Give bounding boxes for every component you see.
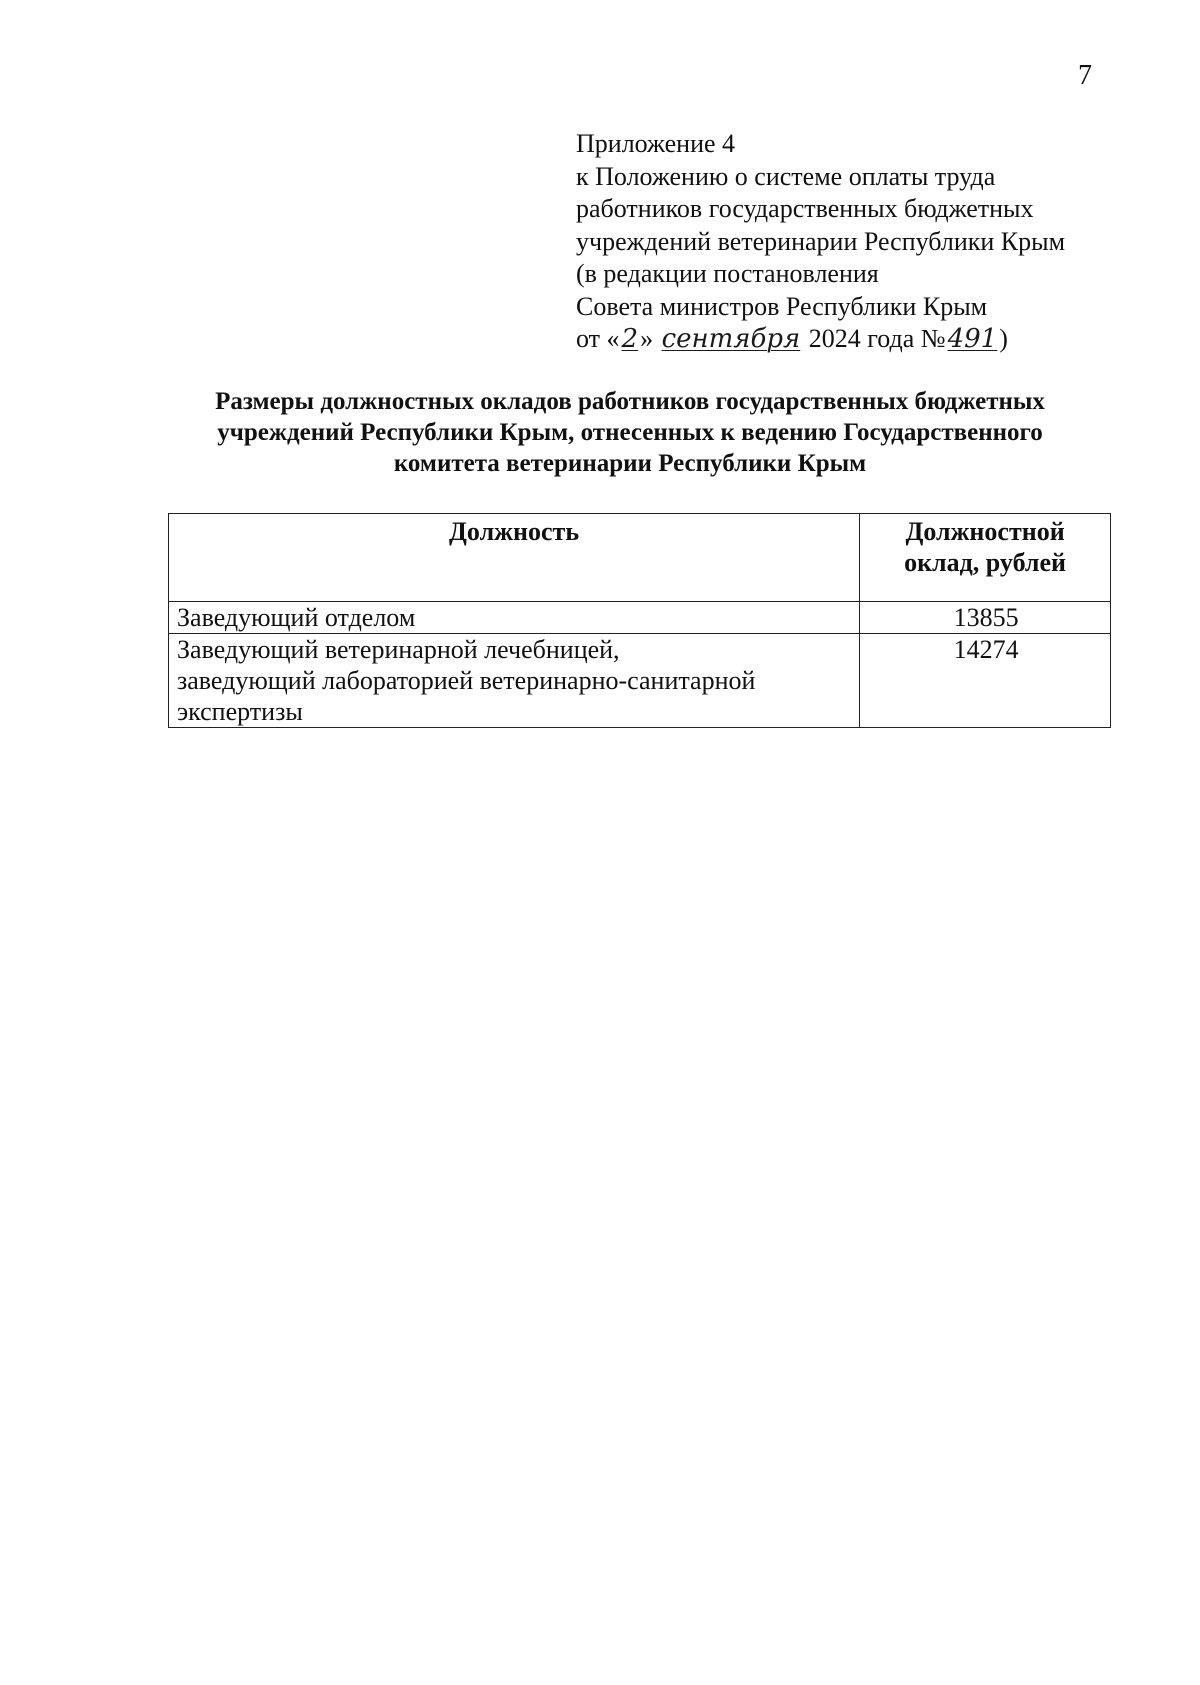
title-line: комитета ветеринарии Республики Крым (393, 450, 867, 477)
appendix-line: Приложение 4 (576, 129, 736, 158)
appendix-line: Совета министров Республики Крым (576, 291, 988, 321)
resolution-date-line (576, 323, 1065, 356)
salary-cell: 14274 (860, 634, 1111, 728)
year-text: 2024 года № (808, 324, 946, 353)
appendix-line: учреждений ветеринарии Республики Крым (576, 226, 1066, 256)
document-title (130, 386, 1130, 479)
page-number: 7 (1078, 60, 1092, 91)
position-line: экспертизы (177, 697, 303, 726)
position-line: Заведующий отделом (177, 603, 416, 632)
handwritten-month: сентября (661, 324, 801, 354)
position-line: заведующий лабораторией ветеринарно-санитарной (177, 666, 756, 695)
date-suffix: ) (999, 324, 1008, 353)
title-line: Размеры должностных окладов работников государственных бюджетных (215, 388, 1045, 415)
handwritten-day: 2 (621, 324, 639, 354)
header-salary-line: оклад, рублей (904, 548, 1067, 577)
header-position (169, 514, 860, 602)
appendix-line: работников государственных бюджетных (576, 194, 1034, 223)
salary-table (168, 513, 1111, 728)
date-mid: » (640, 324, 654, 353)
header-position-label: Должность (449, 517, 580, 546)
header-salary (860, 514, 1111, 602)
table-header-row (169, 514, 1111, 602)
salary-cell: 13855 (860, 602, 1111, 634)
position-cell (169, 634, 860, 728)
position-cell (169, 602, 860, 634)
header-salary-line: Должностной (905, 517, 1065, 546)
appendix-line: (в редакции постановления (576, 259, 879, 288)
appendix-block (576, 128, 1065, 356)
position-line: Заведующий ветеринарной лечебницей, (177, 635, 620, 664)
table-row (169, 602, 1111, 634)
appendix-line: к Положению о системе оплаты труда (576, 161, 996, 191)
table-row (169, 634, 1111, 728)
handwritten-number: 491 (947, 324, 998, 354)
title-line: учреждений Республики Крым, отнесенных к ведению Государственного (217, 419, 1043, 446)
date-prefix: от « (576, 324, 620, 353)
